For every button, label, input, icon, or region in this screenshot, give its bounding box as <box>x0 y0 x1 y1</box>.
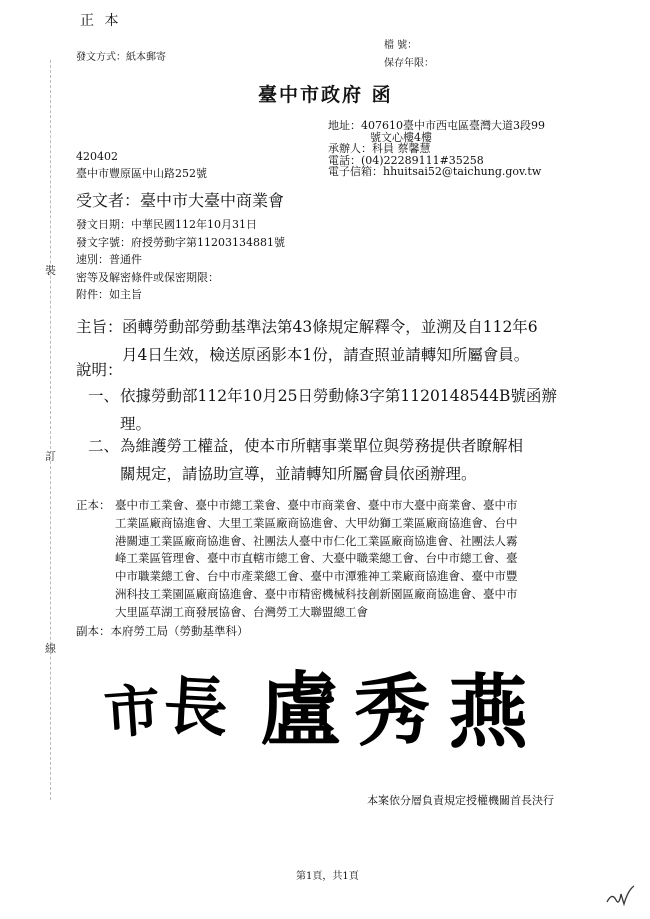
address-line-2: 號文心樓4樓 <box>370 130 432 144</box>
binding-mark-ding: 訂 <box>45 450 56 463</box>
original-recipients-line: 洲科技工業園區廠商協進會、臺中市精密機械科技創新園區廠商協進會、臺中市 <box>115 586 518 601</box>
signature-char-yan: 燕 <box>448 665 528 759</box>
signature-char-lu: 盧 <box>260 663 340 757</box>
phone-value: (04)22289111#35258 <box>361 153 484 167</box>
subject-label: 主旨： <box>76 318 123 336</box>
recipient-address: 臺中市豐原區中山路252號 <box>76 167 207 180</box>
file-number-label: 檔 號： <box>384 40 418 51</box>
binding-mark-zhuang: 裝 <box>45 264 56 277</box>
document-meta <box>76 216 285 304</box>
explanation-item-2-number: 二、 <box>88 437 120 455</box>
document-title: 臺中市政府 函 <box>258 84 393 106</box>
explanation-item-2-line-2: 關規定，請協助宣導，並請轉知所屬會員依函辦理。 <box>120 465 477 483</box>
signature-char-zhang: 長 <box>161 668 230 747</box>
attachment: 附件：如主旨 <box>76 288 142 301</box>
original-recipients-line: 工業區廠商協進會、大里工業區廠商協進會、大甲幼獅工業區廠商協進會、台中 <box>115 515 518 530</box>
addressee: 受文者：臺中市大臺中商業會 <box>76 191 285 210</box>
dispatch-method: 發文方式：紙本郵寄 <box>76 52 166 63</box>
sender-address <box>328 120 545 132</box>
signature-char-shi: 市 <box>102 677 163 747</box>
explanation-item-2 <box>120 432 523 488</box>
signature-char-xiu: 秀 <box>352 664 433 757</box>
copy-recipients-label: 副本： <box>76 624 111 638</box>
copy-recipients-text: 本府勞工局（勞動基準科） <box>110 624 249 638</box>
explanation-label: 說明： <box>76 361 123 379</box>
handwritten-mark-icon <box>604 880 638 910</box>
original-recipients-line: 中市職業總工會、台中市產業總工會、臺中市潭雅神工業廠商協進會、臺中市豐 <box>115 569 518 584</box>
explanation-item-2-line-1: 為維護勞工權益，使本市所轄事業單位與勞務提供者瞭解相 <box>120 437 524 455</box>
explanation-item-1-number: 一、 <box>88 387 120 405</box>
page-number: 第1頁，共1頁 <box>296 871 359 882</box>
recipient-postcode: 420402 <box>76 150 118 163</box>
explanation-item-1-line-1: 依據勞動部112年10月25日勞動條3字第1120148544B號函辦 <box>120 387 557 405</box>
binding-margin-line <box>50 60 51 800</box>
subject-text <box>122 313 538 369</box>
copy-recipients <box>76 623 249 641</box>
email-value: hhuitsai52@taichung.gov.tw <box>383 165 542 178</box>
original-recipients-line: 港關連工業區廠商協進會、社團法人臺中市仁化工業區廠商協進會、社團法人霧 <box>115 533 518 548</box>
retention-period-label: 保存年限： <box>384 58 434 69</box>
subject-line-2: 月4日生效，檢送原函影本1份，請查照並請轉知所屬會員。 <box>122 346 530 364</box>
original-recipients-label: 正本： <box>76 498 111 512</box>
original-recipients-line: 臺中市工業會、臺中市總工業會、臺中市商業會、臺中市大臺中商業會、臺中市 <box>115 498 518 512</box>
binding-mark-xian: 線 <box>45 642 56 655</box>
address-label: 地址： <box>328 119 361 132</box>
explanation-item-1 <box>120 382 557 438</box>
phone-label: 電話： <box>328 153 361 167</box>
delegation-note: 本案依分層負責規定授權機關首長決行 <box>367 794 554 807</box>
address-line-1: 407610臺中市西屯區臺灣大道3段99 <box>361 119 545 132</box>
copy-type-label: 正 本 <box>80 13 122 29</box>
classification: 密等及解密條件或保密期限： <box>76 270 219 284</box>
contact-label: 承辦人： <box>328 142 372 155</box>
contact-value: 科員 蔡馨慧 <box>372 142 431 155</box>
original-recipients-line: 大里區草湖工商發展協會、台灣勞工大聯盟總工會 <box>115 604 368 619</box>
urgency: 速別：普通件 <box>76 253 142 266</box>
issue-date: 發文日期：中華民國112年10月31日 <box>76 218 257 231</box>
original-recipients-list <box>115 497 518 622</box>
subject-line-1: 函轉勞動部勞動基準法第43條規定解釋令，並溯及自112年6 <box>122 318 538 336</box>
email-label: 電子信箱： <box>328 165 383 178</box>
original-recipients-line: 峰工業區管理會、臺中市直轄市總工會、大臺中職業總工會、台中市總工會、臺 <box>115 551 518 566</box>
sender-block <box>328 120 545 178</box>
email <box>328 166 545 178</box>
explanation-item-1-line-2: 理。 <box>120 415 152 433</box>
document-number: 發文字號：府授勞動字第11203134881號 <box>76 235 285 249</box>
